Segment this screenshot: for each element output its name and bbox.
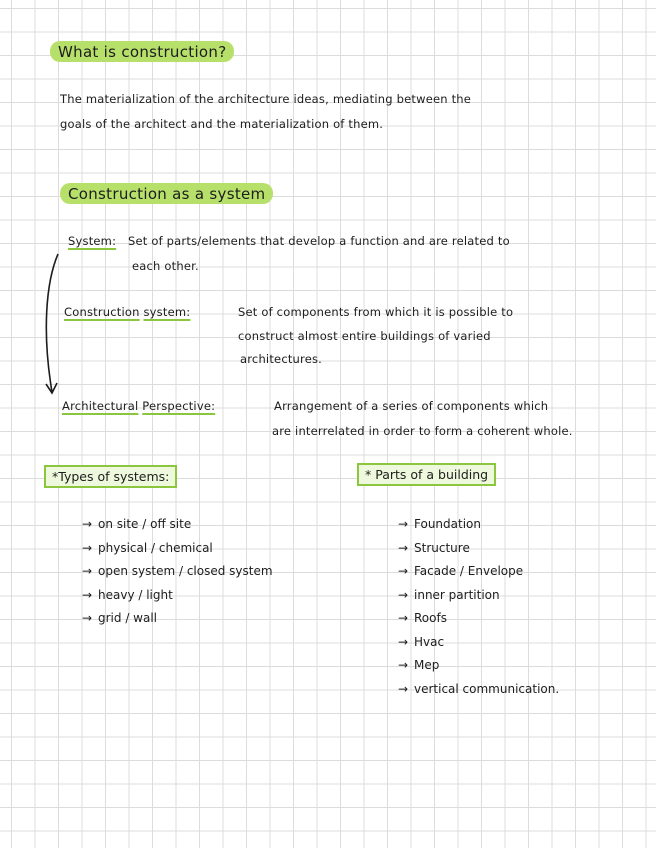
- arrow-icon: →: [398, 517, 409, 531]
- architectural-perspective-term: [62, 399, 215, 413]
- architectural-perspective-term-1: Architectural: [62, 399, 139, 413]
- arrow-icon: →: [398, 611, 409, 625]
- list-item: → Hvac: [398, 631, 559, 655]
- construction-system-term: [64, 305, 190, 319]
- list-item: → inner partition: [398, 584, 559, 608]
- architectural-perspective-line-1: Arrangement of a series of components which: [274, 399, 549, 413]
- list-item: → Structure: [398, 537, 559, 561]
- list-item: → grid / wall: [82, 607, 273, 631]
- list-item: → Roofs: [398, 607, 559, 631]
- definition-line-2: goals of the architect and the materialization of them.: [60, 117, 384, 131]
- arrow-icon: →: [82, 564, 93, 578]
- parts-of-building-title: * Parts of a building: [357, 463, 496, 486]
- list-item: → Foundation: [398, 513, 559, 537]
- arrow-icon: →: [82, 611, 93, 625]
- arrow-icon: →: [398, 658, 409, 672]
- system-def-line-1: Set of parts/elements that develop a function and are related to: [128, 234, 510, 248]
- arrow-icon: →: [398, 564, 409, 578]
- construction-system-line-1: Set of components from which it is possible to: [238, 305, 514, 319]
- system-term-label: System:: [68, 234, 117, 248]
- system-term: [68, 234, 116, 248]
- list-item: → physical / chemical: [82, 537, 273, 561]
- construction-system-term-1: Construction: [64, 305, 140, 319]
- arrow-icon: →: [82, 540, 93, 555]
- arrow-icon: →: [82, 587, 93, 602]
- construction-system-term-2: system:: [143, 305, 191, 319]
- list-item: → Mep: [398, 654, 559, 678]
- types-of-systems-list: [82, 513, 273, 631]
- arrow-icon: →: [398, 681, 409, 696]
- definition-line-1: The materialization of the architecture ideas, mediating between the: [60, 92, 472, 106]
- arrow-icon: →: [398, 540, 409, 555]
- list-item: → Facade / Envelope: [398, 560, 559, 584]
- system-def-line-2: each other.: [132, 259, 199, 273]
- construction-system-line-3: architectures.: [240, 352, 323, 366]
- arrow-icon: →: [398, 634, 409, 649]
- list-item: → on site / off site: [82, 513, 273, 537]
- construction-system-line-2: construct almost entire buildings of varied: [238, 329, 491, 343]
- list-item: → open system / closed system: [82, 560, 273, 584]
- page-title: What is construction?: [50, 41, 234, 62]
- list-item: → vertical communication.: [398, 678, 559, 702]
- architectural-perspective-term-2: Perspective:: [142, 399, 216, 413]
- section-title: Construction as a system: [60, 183, 273, 204]
- connector-arrow-icon: [40, 252, 64, 404]
- arrow-icon: →: [82, 517, 93, 531]
- list-item: → heavy / light: [82, 584, 273, 608]
- architectural-perspective-line-2: are interrelated in order to form a coherent whole.: [272, 424, 573, 438]
- types-of-systems-title: *Types of systems:: [44, 465, 177, 488]
- arrow-icon: →: [398, 587, 409, 602]
- parts-of-building-list: [398, 513, 559, 701]
